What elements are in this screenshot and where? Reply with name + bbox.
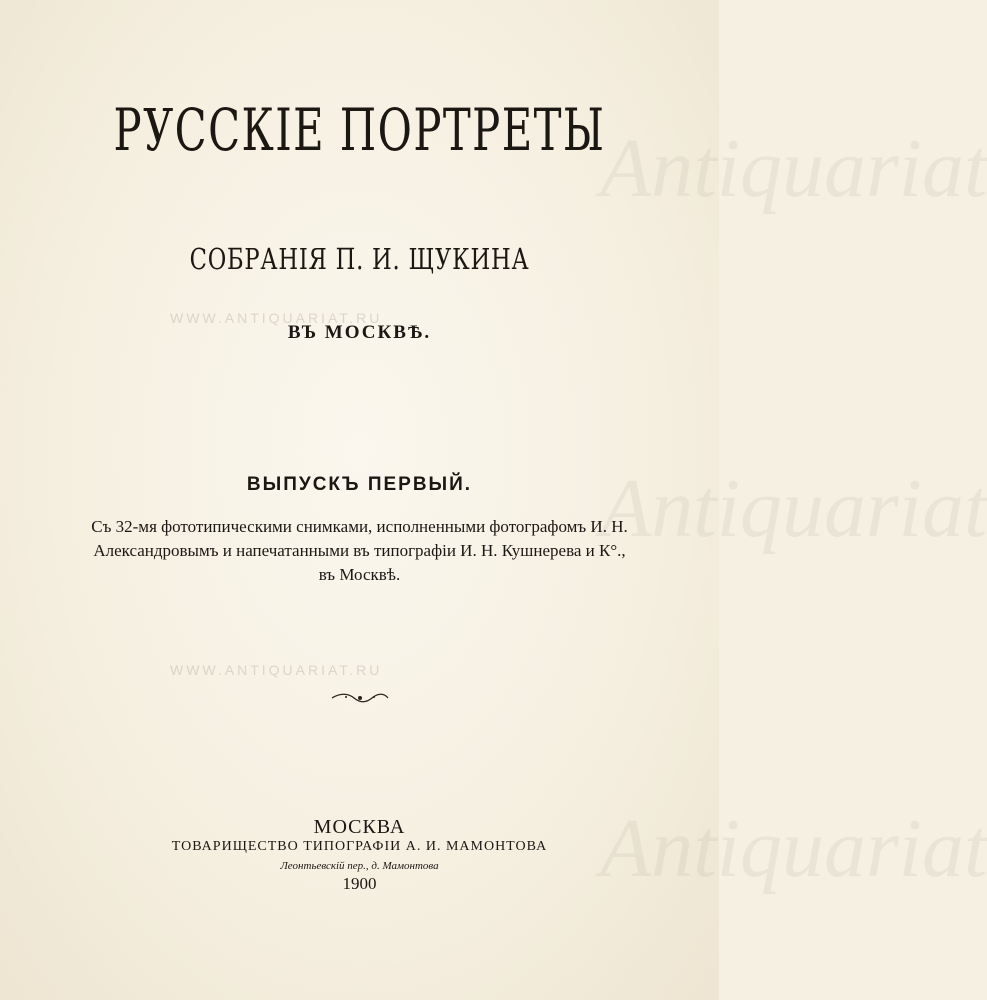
- watermark-logo: Antiquariat: [600, 122, 987, 215]
- watermark-url: WWW.ANTIQUARIAT.RU: [170, 662, 383, 678]
- ornament-divider: [0, 690, 719, 704]
- publisher-address: Леонтьевскій пер., д. Мамонтова: [280, 860, 439, 872]
- description: [0, 515, 719, 587]
- description-line: Съ 32-мя фототипическими снимками, исполненными фотографомъ И. Н.: [91, 517, 628, 536]
- publisher-city: МОСКВА: [313, 816, 406, 838]
- watermark-url: WWW.ANTIQUARIAT.RU: [170, 310, 383, 326]
- collection-subtitle: СОБРАНІЯ П. И. ЩУКИНА: [189, 242, 530, 276]
- page-title: РУССКІЕ ПОРТРЕТЫ: [113, 96, 606, 164]
- flourish-icon: [330, 691, 390, 705]
- publication-year: 1900: [342, 874, 377, 893]
- watermark-logo: Antiquariat: [600, 802, 987, 895]
- description-line: въ Москвѣ.: [318, 565, 401, 584]
- watermark-logo: Antiquariat: [600, 462, 987, 555]
- publisher-name: ТОВАРИЩЕСТВО ТИПОГРАФІИ А. И. МАМОНТОВА: [171, 839, 548, 854]
- issue-heading: ВЫПУСКЪ ПЕРВЫЙ.: [246, 474, 473, 495]
- description-line: Александровымъ и напечатанными въ типографіи И. Н. Кушнерева и К°.,: [93, 541, 626, 560]
- city-line: ВЪ МОСКВѢ.: [287, 322, 432, 343]
